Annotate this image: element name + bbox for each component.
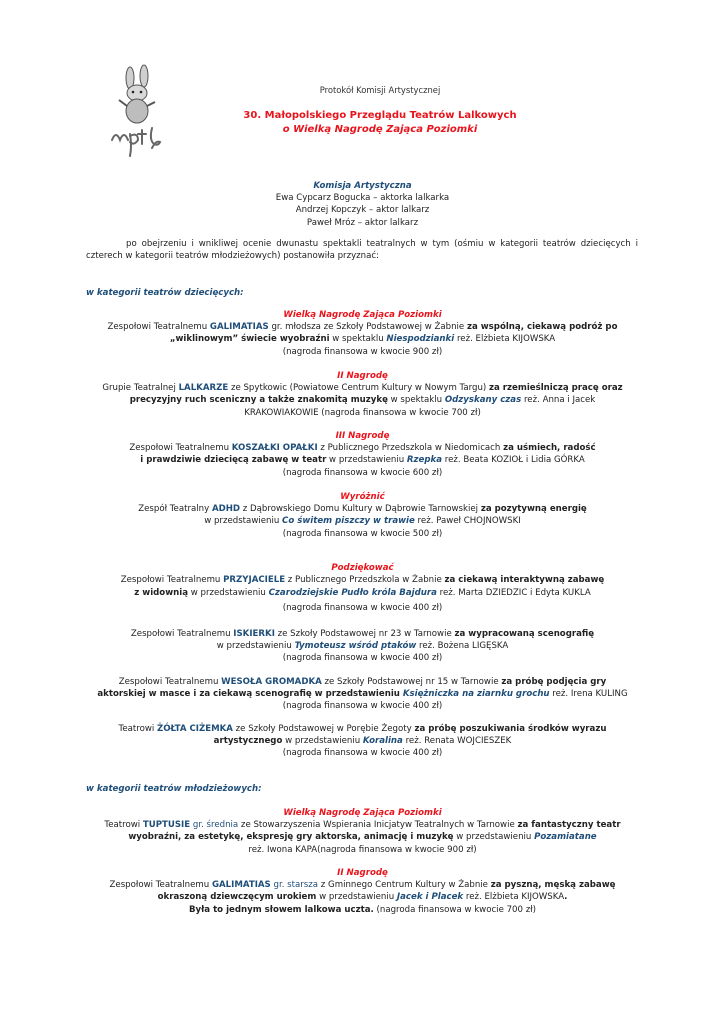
thanks-item bbox=[80, 628, 645, 665]
award-third-children bbox=[80, 430, 645, 479]
show-title: Tymoteusz wśród ptaków bbox=[294, 641, 417, 652]
award-reason: za wspólną, ciekawą podróż po bbox=[466, 322, 618, 333]
award-reason: Była to jednym słowem lalkowa uczta. bbox=[188, 904, 374, 915]
award-reason: wyobraźni, za estetykę, ekspresję gry aktorska, animację i muzykę bbox=[128, 832, 454, 843]
award-reason: okraszoną dziewczęcym urokiem bbox=[157, 892, 317, 903]
award-reason: artystycznego bbox=[213, 736, 283, 747]
show-title: Niespodzianki bbox=[386, 334, 455, 345]
commission-heading: Komisja Artystyczna bbox=[313, 181, 412, 191]
award-text: w przedstawieniu bbox=[188, 588, 269, 599]
thanks-item bbox=[80, 723, 645, 760]
group-subname: gr. starsza bbox=[270, 880, 319, 891]
punctuation: . bbox=[564, 892, 568, 903]
group-name: GALIMATIAS bbox=[211, 880, 271, 891]
award-text: w przedstawieniu bbox=[282, 736, 363, 747]
award-text: w przedstawieniu bbox=[453, 832, 535, 843]
thanks-item bbox=[80, 574, 645, 616]
award-text: w spektaklu bbox=[329, 334, 387, 345]
director: KRAKOWIAKOWIE (nagroda finansowa w kwocie 700 zł) bbox=[244, 407, 481, 418]
award-text: w przedstawieniu bbox=[216, 641, 295, 652]
prize-amount: (nagroda finansowa w kwocie 900 zł) bbox=[282, 346, 443, 357]
show-title: Księżniczka na ziarnku grochu bbox=[402, 689, 550, 700]
show-title: Pozamiatane bbox=[534, 832, 597, 843]
director: reż. Iwona KAPA(nagroda finansowa w kwocie 900 zł) bbox=[248, 844, 477, 855]
award-reason: za uśmiech, radość bbox=[503, 443, 596, 454]
commission-member: Andrzej Kopczyk – aktor lalkarz bbox=[295, 205, 430, 216]
award-reason: za ciekawą interaktywną zabawę bbox=[444, 575, 605, 586]
award-text: Teatrowi bbox=[104, 820, 143, 831]
award-text: ze Szkoły Podstawowej nr 15 w Tarnowie bbox=[321, 677, 502, 687]
director: reż. Anna i Jacek bbox=[521, 395, 596, 406]
award-title: III Nagrodę bbox=[335, 431, 390, 441]
intro-paragraph: po obejrzeniu i wnikliwej ocenie dwunastu spektakli teatralnych w tym (ośmiu w kategorii teatrów dziecięcych i czterech w kategorii teatrów młodzieżowych) postanowiła przyznać: bbox=[86, 239, 638, 262]
award-text: w przedstawieniu bbox=[326, 455, 407, 466]
group-name: ŻÓŁTA CIŻEMKA bbox=[157, 724, 233, 734]
prize-amount: (nagroda finansowa w kwocie 500 zł) bbox=[282, 528, 443, 539]
show-title: Odzyskany czas bbox=[444, 395, 522, 406]
award-text: z Gminnego Centrum Kultury w Żabnie bbox=[318, 880, 491, 891]
award-thanks bbox=[80, 562, 645, 616]
rabbit-puppet-icon bbox=[106, 64, 178, 164]
award-text: Grupie Teatralnej bbox=[102, 383, 179, 394]
show-title: Czarodziejskie Pudło króla Bajdura bbox=[268, 588, 437, 599]
mptl-logo bbox=[106, 64, 178, 164]
award-title: II Nagrodę bbox=[337, 868, 388, 878]
director: reż. Irena KULING bbox=[549, 689, 628, 700]
award-title: Wielką Nagrodę Zająca Poziomki bbox=[283, 310, 442, 320]
award-reason: za wypracowaną scenografię bbox=[454, 629, 595, 639]
award-reason: z widownią bbox=[134, 588, 189, 599]
award-title: Wielką Nagrodę Zająca Poziomki bbox=[283, 808, 442, 818]
prize-amount: (nagroda finansowa w kwocie 400 zł) bbox=[282, 653, 443, 664]
award-title: Wyróżnić bbox=[340, 492, 385, 502]
award-second-children bbox=[80, 370, 645, 419]
protocol-label: Protokół Komisji Artystycznej bbox=[319, 85, 441, 95]
prize-amount: (nagroda finansowa w kwocie 600 zł) bbox=[282, 467, 443, 478]
award-reason: za próbę podjęcia gry bbox=[501, 677, 607, 687]
document-title: 30. Małopolskiego Przeglądu Teatrów Lalkowych bbox=[243, 110, 517, 121]
prize-amount: (nagroda finansowa w kwocie 400 zł) bbox=[282, 603, 443, 614]
director: reż. Paweł CHOJNOWSKI bbox=[414, 516, 521, 527]
award-text: Zespół Teatralny bbox=[138, 504, 212, 515]
award-text: ze Szkoły Podstawowej nr 23 w Tarnowie bbox=[274, 629, 455, 639]
award-text: ze Stowarzyszenia Wspierania Inicjatyw Teatralnych w Tarnowie bbox=[238, 820, 518, 831]
award-reason: za próbę poszukiwania środków wyrazu bbox=[414, 724, 607, 734]
director: reż. Bożena LIGĘSKA bbox=[416, 641, 509, 652]
group-name: PRZYJACIELE bbox=[223, 575, 286, 586]
award-reason: precyzyjny ruch sceniczny a także znakomitą muzykę bbox=[129, 395, 388, 406]
award-text: z Publicznego Przedszkola w Niedomicach bbox=[317, 443, 504, 454]
award-text: Zespołowi Teatralnemu bbox=[120, 575, 224, 586]
commission-section bbox=[80, 180, 645, 229]
award-text: w przedstawieniu bbox=[316, 892, 397, 903]
youth-category-heading: w kategorii teatrów młodzieżowych: bbox=[86, 784, 262, 794]
group-subname: gr. średnia bbox=[190, 820, 239, 831]
show-title: Jacek i Placek bbox=[396, 892, 464, 903]
group-name: WESOŁA GROMADKA bbox=[221, 677, 322, 687]
award-text: Zespołowi Teatralnemu bbox=[109, 880, 212, 891]
prize-amount: (nagroda finansowa w kwocie 400 zł) bbox=[282, 701, 443, 712]
commission-member: Paweł Mróz – aktor lalkarz bbox=[306, 217, 419, 228]
group-name: KOSZAŁKI OPAŁKI bbox=[231, 443, 318, 454]
show-title: Co świtem piszczy w trawie bbox=[282, 516, 415, 527]
prize-amount: (nagroda finansowa w kwocie 400 zł) bbox=[282, 748, 443, 759]
award-second-youth bbox=[80, 867, 645, 916]
prize-amount: (nagroda finansowa w kwocie 700 zł) bbox=[373, 904, 537, 915]
show-title: Koralina bbox=[362, 736, 403, 747]
children-category-heading: w kategorii teatrów dziecięcych: bbox=[86, 288, 244, 298]
thanks-item bbox=[80, 676, 645, 713]
award-text: Zespołowi Teatralnemu bbox=[107, 322, 210, 333]
group-name: ISKIERKI bbox=[233, 629, 275, 639]
award-distinction bbox=[80, 491, 645, 540]
group-name: ADHD bbox=[211, 504, 241, 515]
award-reason: aktorskiej w masce i za ciekawą scenografię w przedstawieniu bbox=[97, 689, 403, 700]
award-text: w spektaklu bbox=[387, 395, 445, 406]
award-reason: „wiklinowym” świecie wyobraźni bbox=[169, 334, 330, 345]
group-name: LALKARZE bbox=[178, 383, 229, 394]
award-grand-youth bbox=[80, 807, 645, 856]
award-text: Zespołowi Teatralnemu bbox=[130, 629, 234, 639]
award-text: Zespołowi Teatralnemu bbox=[118, 677, 222, 687]
director: reż. Elżbieta KIJOWSKA bbox=[463, 892, 565, 903]
award-text: gr. młodsza ze Szkoły Podstawowej w Żabnie bbox=[268, 322, 467, 333]
award-text: Zespołowi Teatralnemu bbox=[129, 443, 232, 454]
director: reż. Marta DZIEDZIC i Edyta KUKLA bbox=[436, 588, 591, 599]
show-title: Rzepka bbox=[406, 455, 443, 466]
award-text: ze Spytkowic (Powiatowe Centrum Kultury w Nowym Targu) bbox=[228, 383, 490, 394]
award-reason: i prawdziwie dziecięcą zabawę w teatr bbox=[140, 455, 327, 466]
group-name: GALIMATIAS bbox=[209, 322, 269, 333]
award-text: ze Szkoły Podstawowej w Porębie Żegoty bbox=[232, 724, 415, 734]
commission-member: Ewa Cypcarz Bogucka – aktorka lalkarka bbox=[275, 193, 450, 204]
director: reż. Beata KOZIOŁ i Lidia GÓRKA bbox=[442, 455, 585, 466]
award-reason: za pozytywną energię bbox=[480, 504, 587, 515]
award-title: II Nagrodę bbox=[337, 371, 388, 381]
award-text: w przedstawieniu bbox=[204, 516, 283, 527]
award-grand-children bbox=[80, 309, 645, 358]
award-reason: za rzemieślniczą pracę oraz bbox=[489, 383, 623, 394]
award-reason: za pyszną, męską zabawę bbox=[490, 880, 616, 891]
award-text: z Dąbrowskiego Domu Kultury w Dąbrowie Tarnowskiej bbox=[240, 504, 481, 515]
award-text: z Publicznego Przedszkola w Żabnie bbox=[285, 575, 445, 586]
award-title: Podziękować bbox=[331, 563, 394, 573]
group-name: TUPTUSIE bbox=[142, 820, 191, 831]
director: reż. Elżbieta KIJOWSKA bbox=[454, 334, 556, 345]
award-reason: za fantastyczny teatr bbox=[517, 820, 621, 831]
award-text: Teatrowi bbox=[118, 724, 157, 734]
director: reż. Renata WOJCIESZEK bbox=[402, 736, 512, 747]
document-subtitle: o Wielką Nagrodę Zająca Poziomki bbox=[282, 124, 478, 135]
